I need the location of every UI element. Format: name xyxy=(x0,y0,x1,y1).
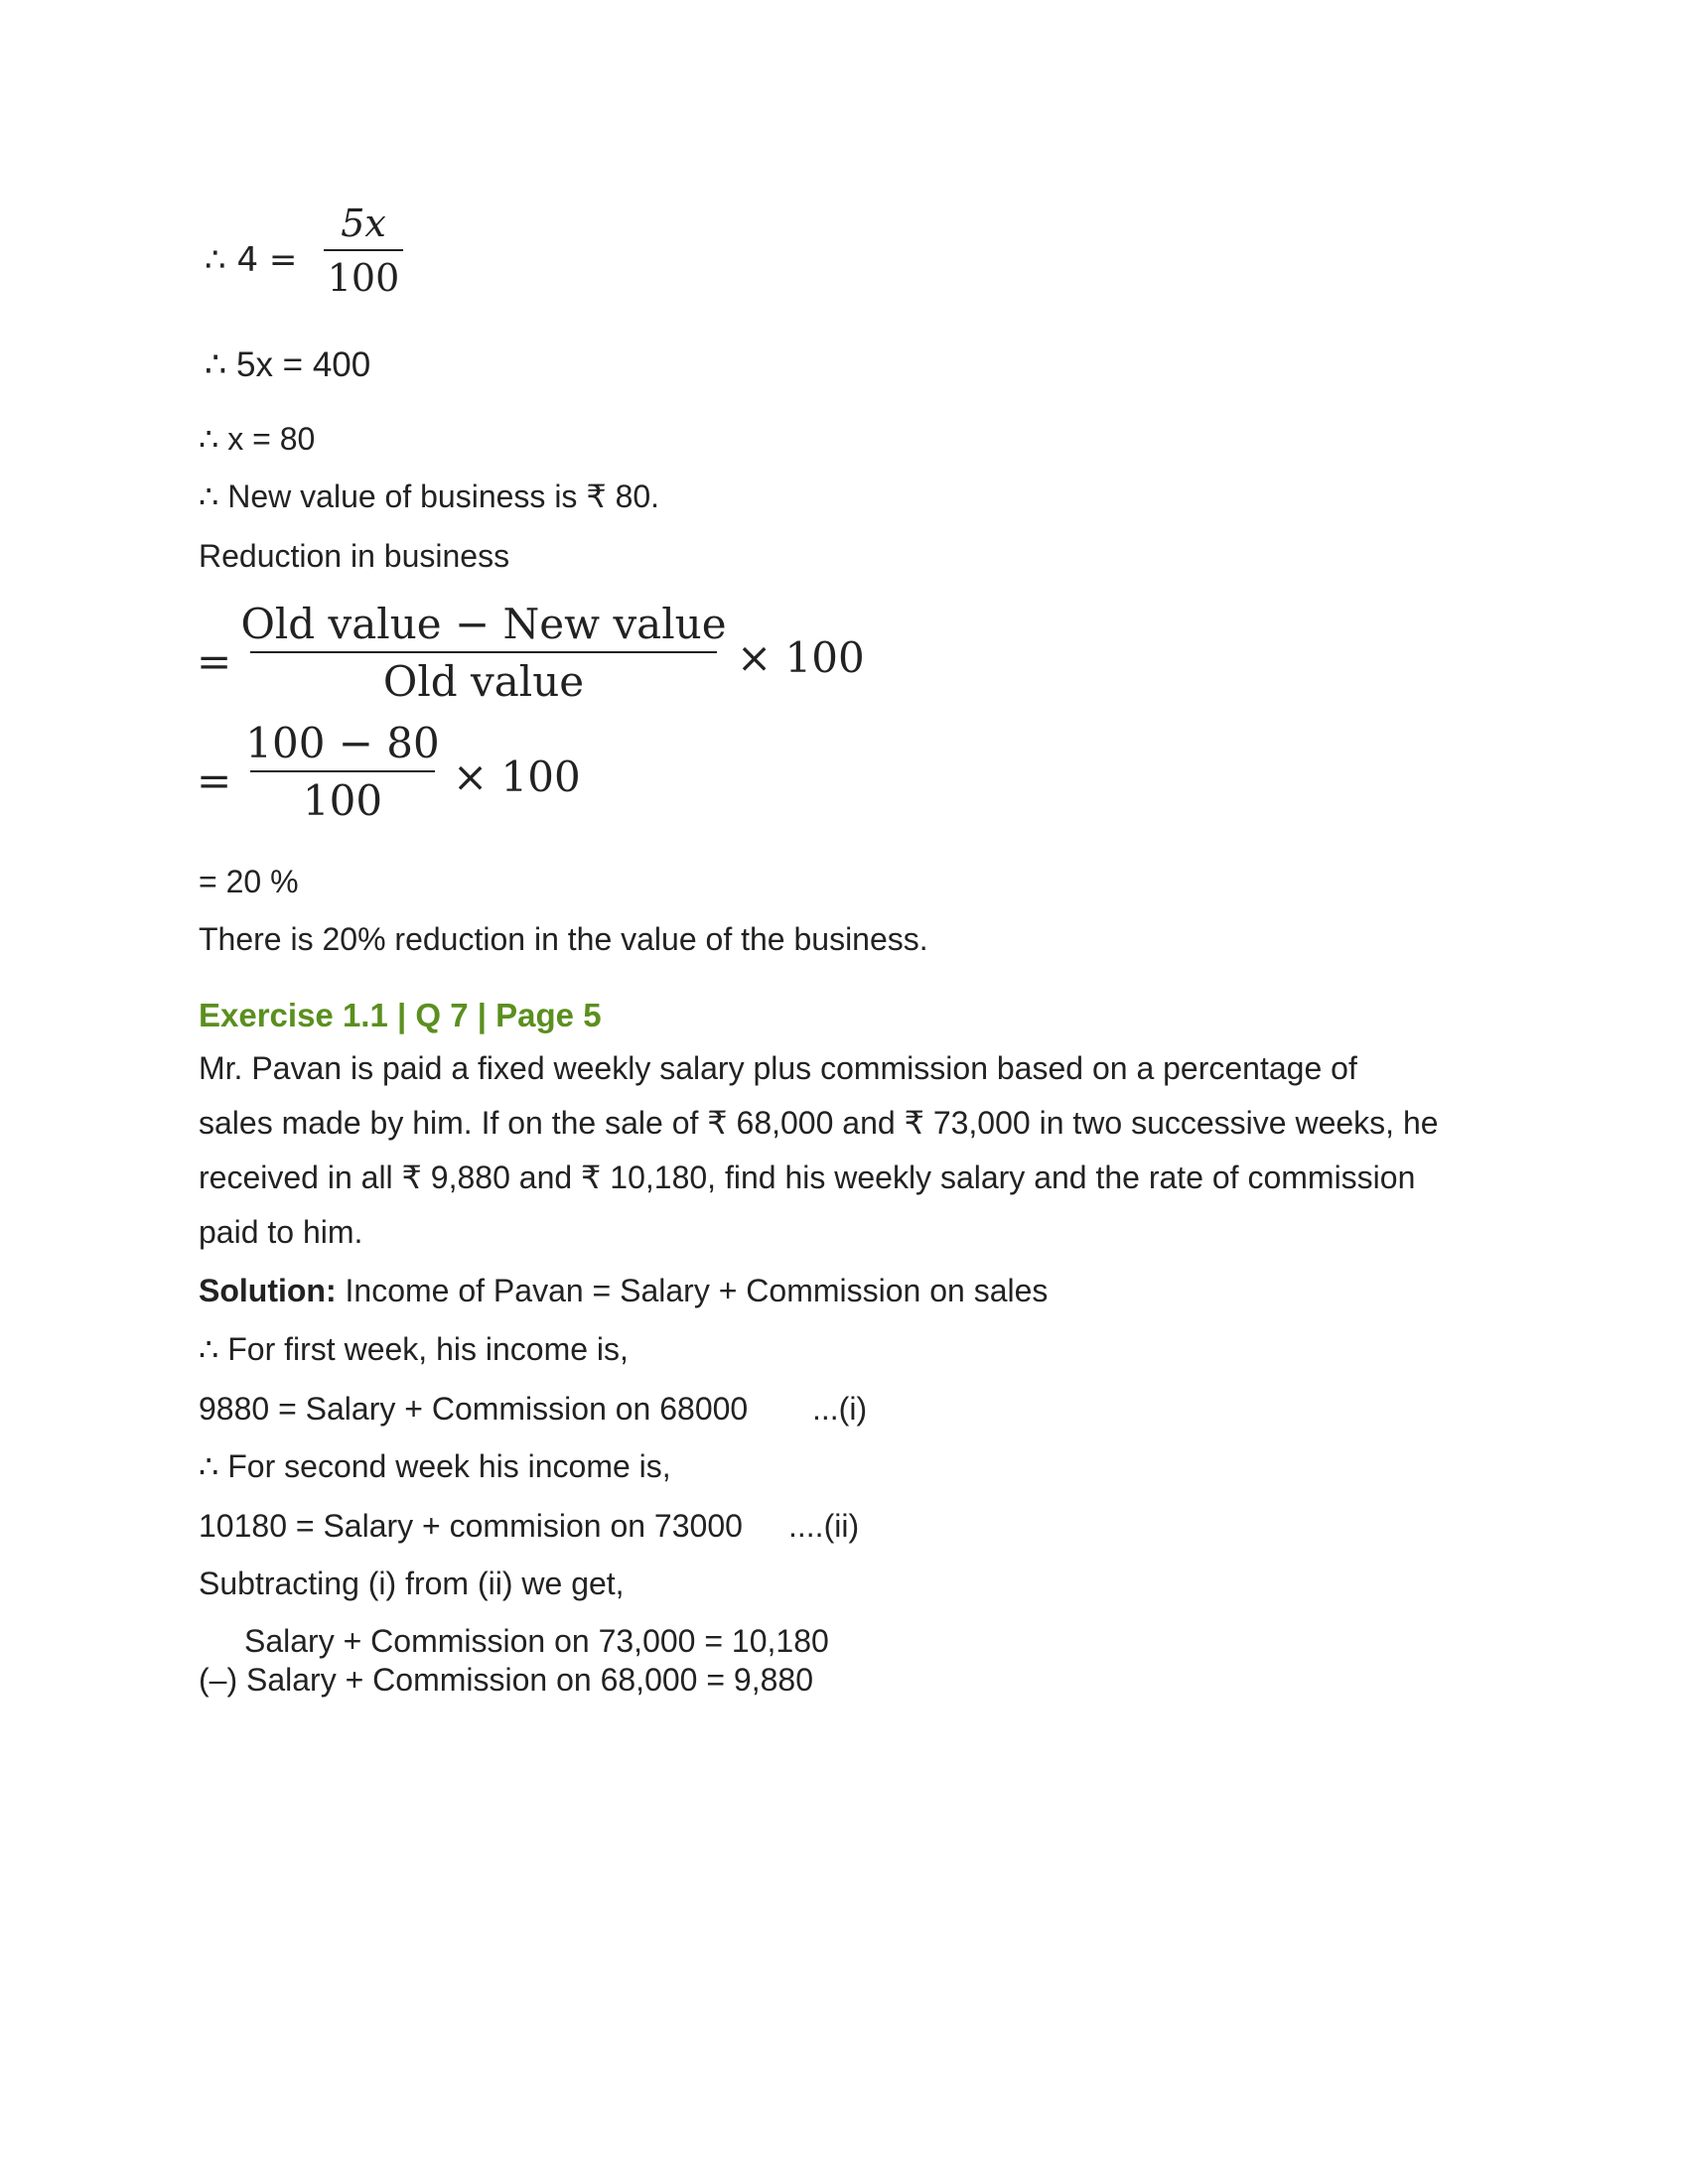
question-line-2: sales made by him. If on the sale of ₹ 68,000 and ₹ 73,000 in two successive weeks, he xyxy=(199,1105,1439,1141)
equation-1-tag: ...(i) xyxy=(812,1391,868,1427)
question-line-3: received in all ₹ 9,880 and ₹ 10,180, find his weekly salary and the rate of commission xyxy=(199,1160,1416,1195)
equation-2: 10180 = Salary + commision on 73000 xyxy=(199,1508,743,1544)
numerator: 100 − 80 xyxy=(245,719,440,767)
fraction-bar xyxy=(250,651,717,653)
numerator: 5x xyxy=(341,202,386,245)
question-line-1: Mr. Pavan is paid a fixed weekly salary plus commission based on a percentage of xyxy=(199,1050,1357,1086)
subtraction-row-2: (–) Salary + Commission on 68,000 = 9,880 xyxy=(199,1662,813,1698)
fraction-5x-over-100 xyxy=(324,202,403,300)
first-week-line: ∴ For first week, his income is, xyxy=(199,1331,629,1367)
denominator: Old value xyxy=(382,657,585,706)
new-value-line: ∴ New value of business is ₹ 80. xyxy=(199,478,660,514)
eq-5x-400: ∴ 5x = 400 xyxy=(205,345,371,384)
result-20-percent: = 20 % xyxy=(199,864,299,899)
conclusion: There is 20% reduction in the value of the business. xyxy=(199,921,928,957)
eq-4-lhs: ∴ 4 = xyxy=(205,240,298,280)
exercise-heading: Exercise 1.1 | Q 7 | Page 5 xyxy=(199,997,602,1033)
fraction-reduction-formula xyxy=(240,600,727,706)
numerator: Old value − New value xyxy=(240,600,727,648)
formula-times-100: × 100 xyxy=(737,633,865,682)
denominator: 100 xyxy=(302,776,383,825)
eq-x-80: ∴ x = 80 xyxy=(199,421,316,457)
solution-line xyxy=(199,1275,1048,1306)
fraction-calc xyxy=(245,719,440,825)
reduction-label: Reduction in business xyxy=(199,538,510,574)
formula-equals: = xyxy=(197,637,232,686)
denominator: 100 xyxy=(327,256,400,300)
solution-label: Solution: xyxy=(199,1273,337,1308)
fraction-bar xyxy=(250,770,435,772)
calc-equals: = xyxy=(197,756,232,805)
subtraction-row-1: Salary + Commission on 73,000 = 10,180 xyxy=(244,1623,829,1659)
subtract-line: Subtracting (i) from (ii) we get, xyxy=(199,1566,625,1601)
solution-text: Income of Pavan = Salary + Commission on sales xyxy=(336,1273,1049,1308)
equation-1: 9880 = Salary + Commission on 68000 xyxy=(199,1391,749,1427)
calc-times-100: × 100 xyxy=(453,752,581,801)
second-week-line: ∴ For second week his income is, xyxy=(199,1448,671,1484)
question-line-4: paid to him. xyxy=(199,1214,363,1250)
fraction-bar xyxy=(324,249,403,251)
equation-2-tag: ....(ii) xyxy=(788,1508,860,1544)
